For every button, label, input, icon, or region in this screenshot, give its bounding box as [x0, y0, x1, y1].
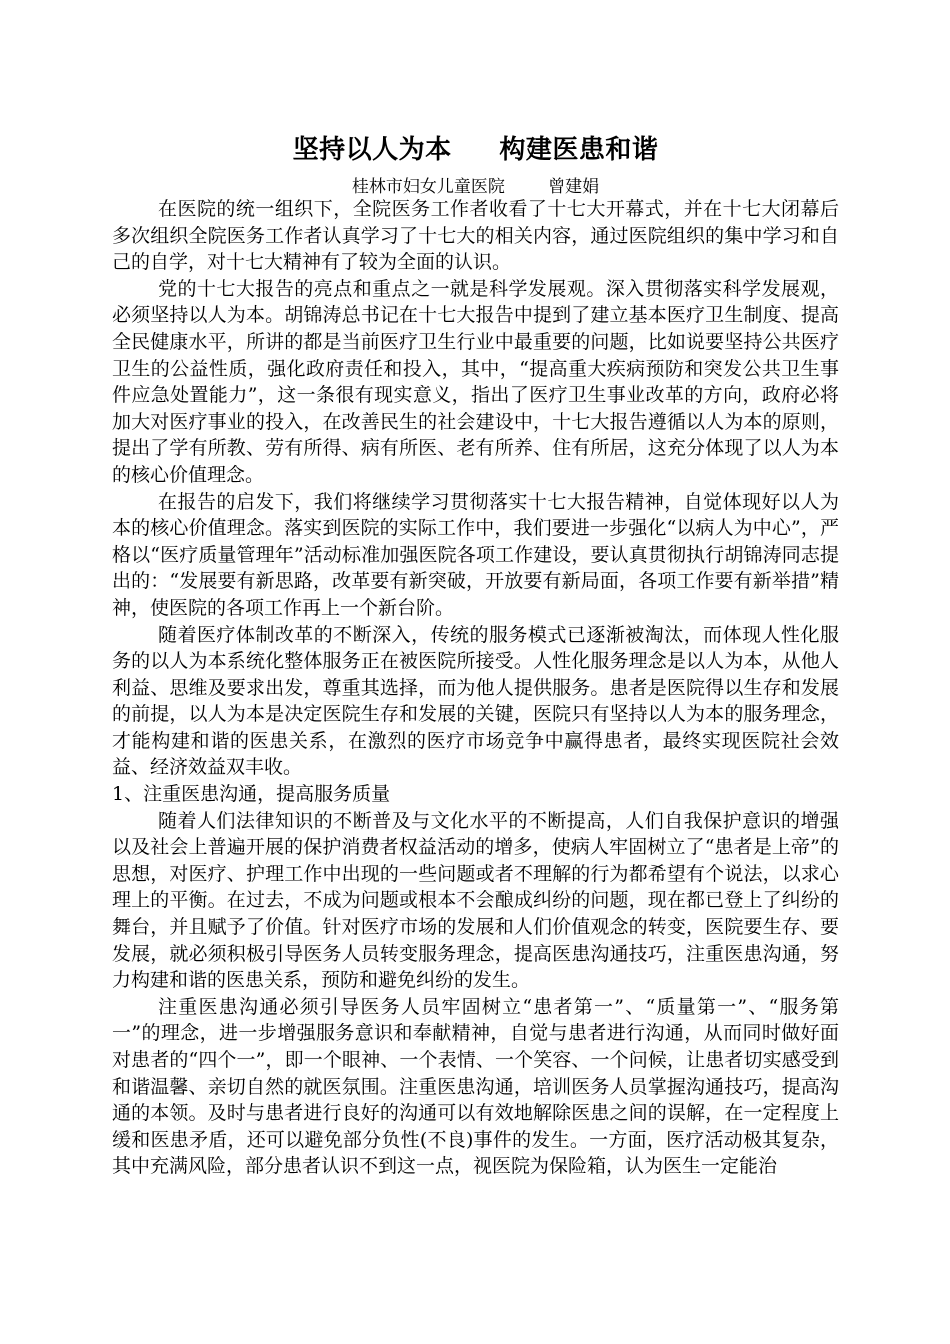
paragraph-2: 党的十七大报告的亮点和重点之一就是科学发展观。深入贯彻落实科学发展观，必须坚持以人为本。胡锦涛总书记在十七大报告中提到了建立基本医疗卫生制度、提高全民健康水平，所讲的都是当前医疗卫生行业中最重要的问题，比如说要坚持公共医疗卫生的公益性质，强化政府责任和投入，其中，“提高重大疾病预防和突发公共卫生事件应急处置能力”，这一条很有现实意义，指出了医疗卫生事业改革的方向，政府必将加大对医疗事业的投入，在改善民生的社会建设中，十七大报告遵循以人为本的原则，提出了学有所教、劳有所得、病有所医、老有所养、住有所居，这充分体现了以人为本的核心价值理念。: [112, 277, 839, 486]
paragraph-3: 在报告的启发下，我们将继续学习贯彻落实十七大报告精神，自觉体现好以人为本的核心价值理念。落实到医院的实际工作中，我们要进一步强化“以病人为中心”，严格以“医疗质量管理年”活动标准加强医院各项工作建设，要认真贯彻执行胡锦涛同志提出的：“发展要有新思路，改革要有新突破，开放要有新局面，各项工作要有新举措”精神，使医院的各项工作再上一个新台阶。: [112, 490, 839, 619]
section-1-paragraph-2: 注重医患沟通必须引导医务人员牢固树立“患者第一”、“质量第一”、“服务第一”的理念，进一步增强服务意识和奉献精神，自觉与患者进行沟通，从而同时做好面对患者的“四个一”，即一个眼神、一个表情、一个笑容、一个问候，让患者切实感受到和谐温馨、亲切自然的就医氛围。注重医患沟通，培训医务人员掌握沟通技巧，提高沟通的本领。及时与患者进行良好的沟通可以有效地解除医患之间的误解，在一定程度上缓和医患矛盾，还可以避免部分负性(不良)事件的发生。一方面，医疗活动极其复杂，其中充满风险，部分患者认识不到这一点，视医院为保险箱，认为医生一定能治: [112, 995, 839, 1178]
paragraph-4: 随着医疗体制改革的不断深入，传统的服务模式已逐渐被淘汰，而体现人性化服务的以人为本系统化整体服务正在被医院所接受。人性化服务理念是以人为本，从他人利益、思维及要求出发，尊重其选择，而为他人提供服务。患者是医院得以生存和发展的前提，以人为本是决定医院生存和发展的关键，医院只有坚持以人为本的服务理念，才能构建和谐的医患关系，在激烈的医疗市场竞争中赢得患者，最终实现医院社会效益、经济效益双丰收。: [112, 623, 839, 779]
paragraph-1: 在医院的统一组织下，全院医务工作者收看了十七大开幕式，并在十七大闭幕后多次组织全院医务工作者认真学习了十七大的相关内容，通过医院组织的集中学习和自己的自学，对十七大精神有了较为全面的认识。: [112, 198, 839, 274]
document-body: [112, 196, 839, 1180]
document-title: 坚持以人为本 构建医患和谐: [292, 135, 659, 165]
section-1-paragraph-1: 随着人们法律知识的不断普及与文化水平的不断提高，人们自我保护意识的增强以及社会上普遍开展的保护消费者权益活动的增多，使病人牢固树立了“患者是上帝”的思想，对医疗、护理工作中出现的一些问题或者不理解的行为都希望有个说法，以求心理上的平衡。在过去，不成为问题或根本不会酿成纠纷的问题，现在都已登上了纠纷的舞台，并且赋予了价值。针对医疗市场的发展和人们价值观念的转变，医院要生存、要发展，就必须积极引导医务人员转变服务理念，提高医患沟通技巧，注重医患沟通，努力构建和谐的医患关系，预防和避免纠纷的发生。: [112, 809, 839, 992]
document-byline: 桂林市妇女儿童医院 曾建娟: [351, 177, 600, 197]
section-1-heading: 1、注重医患沟通，提高服务质量: [112, 783, 391, 806]
